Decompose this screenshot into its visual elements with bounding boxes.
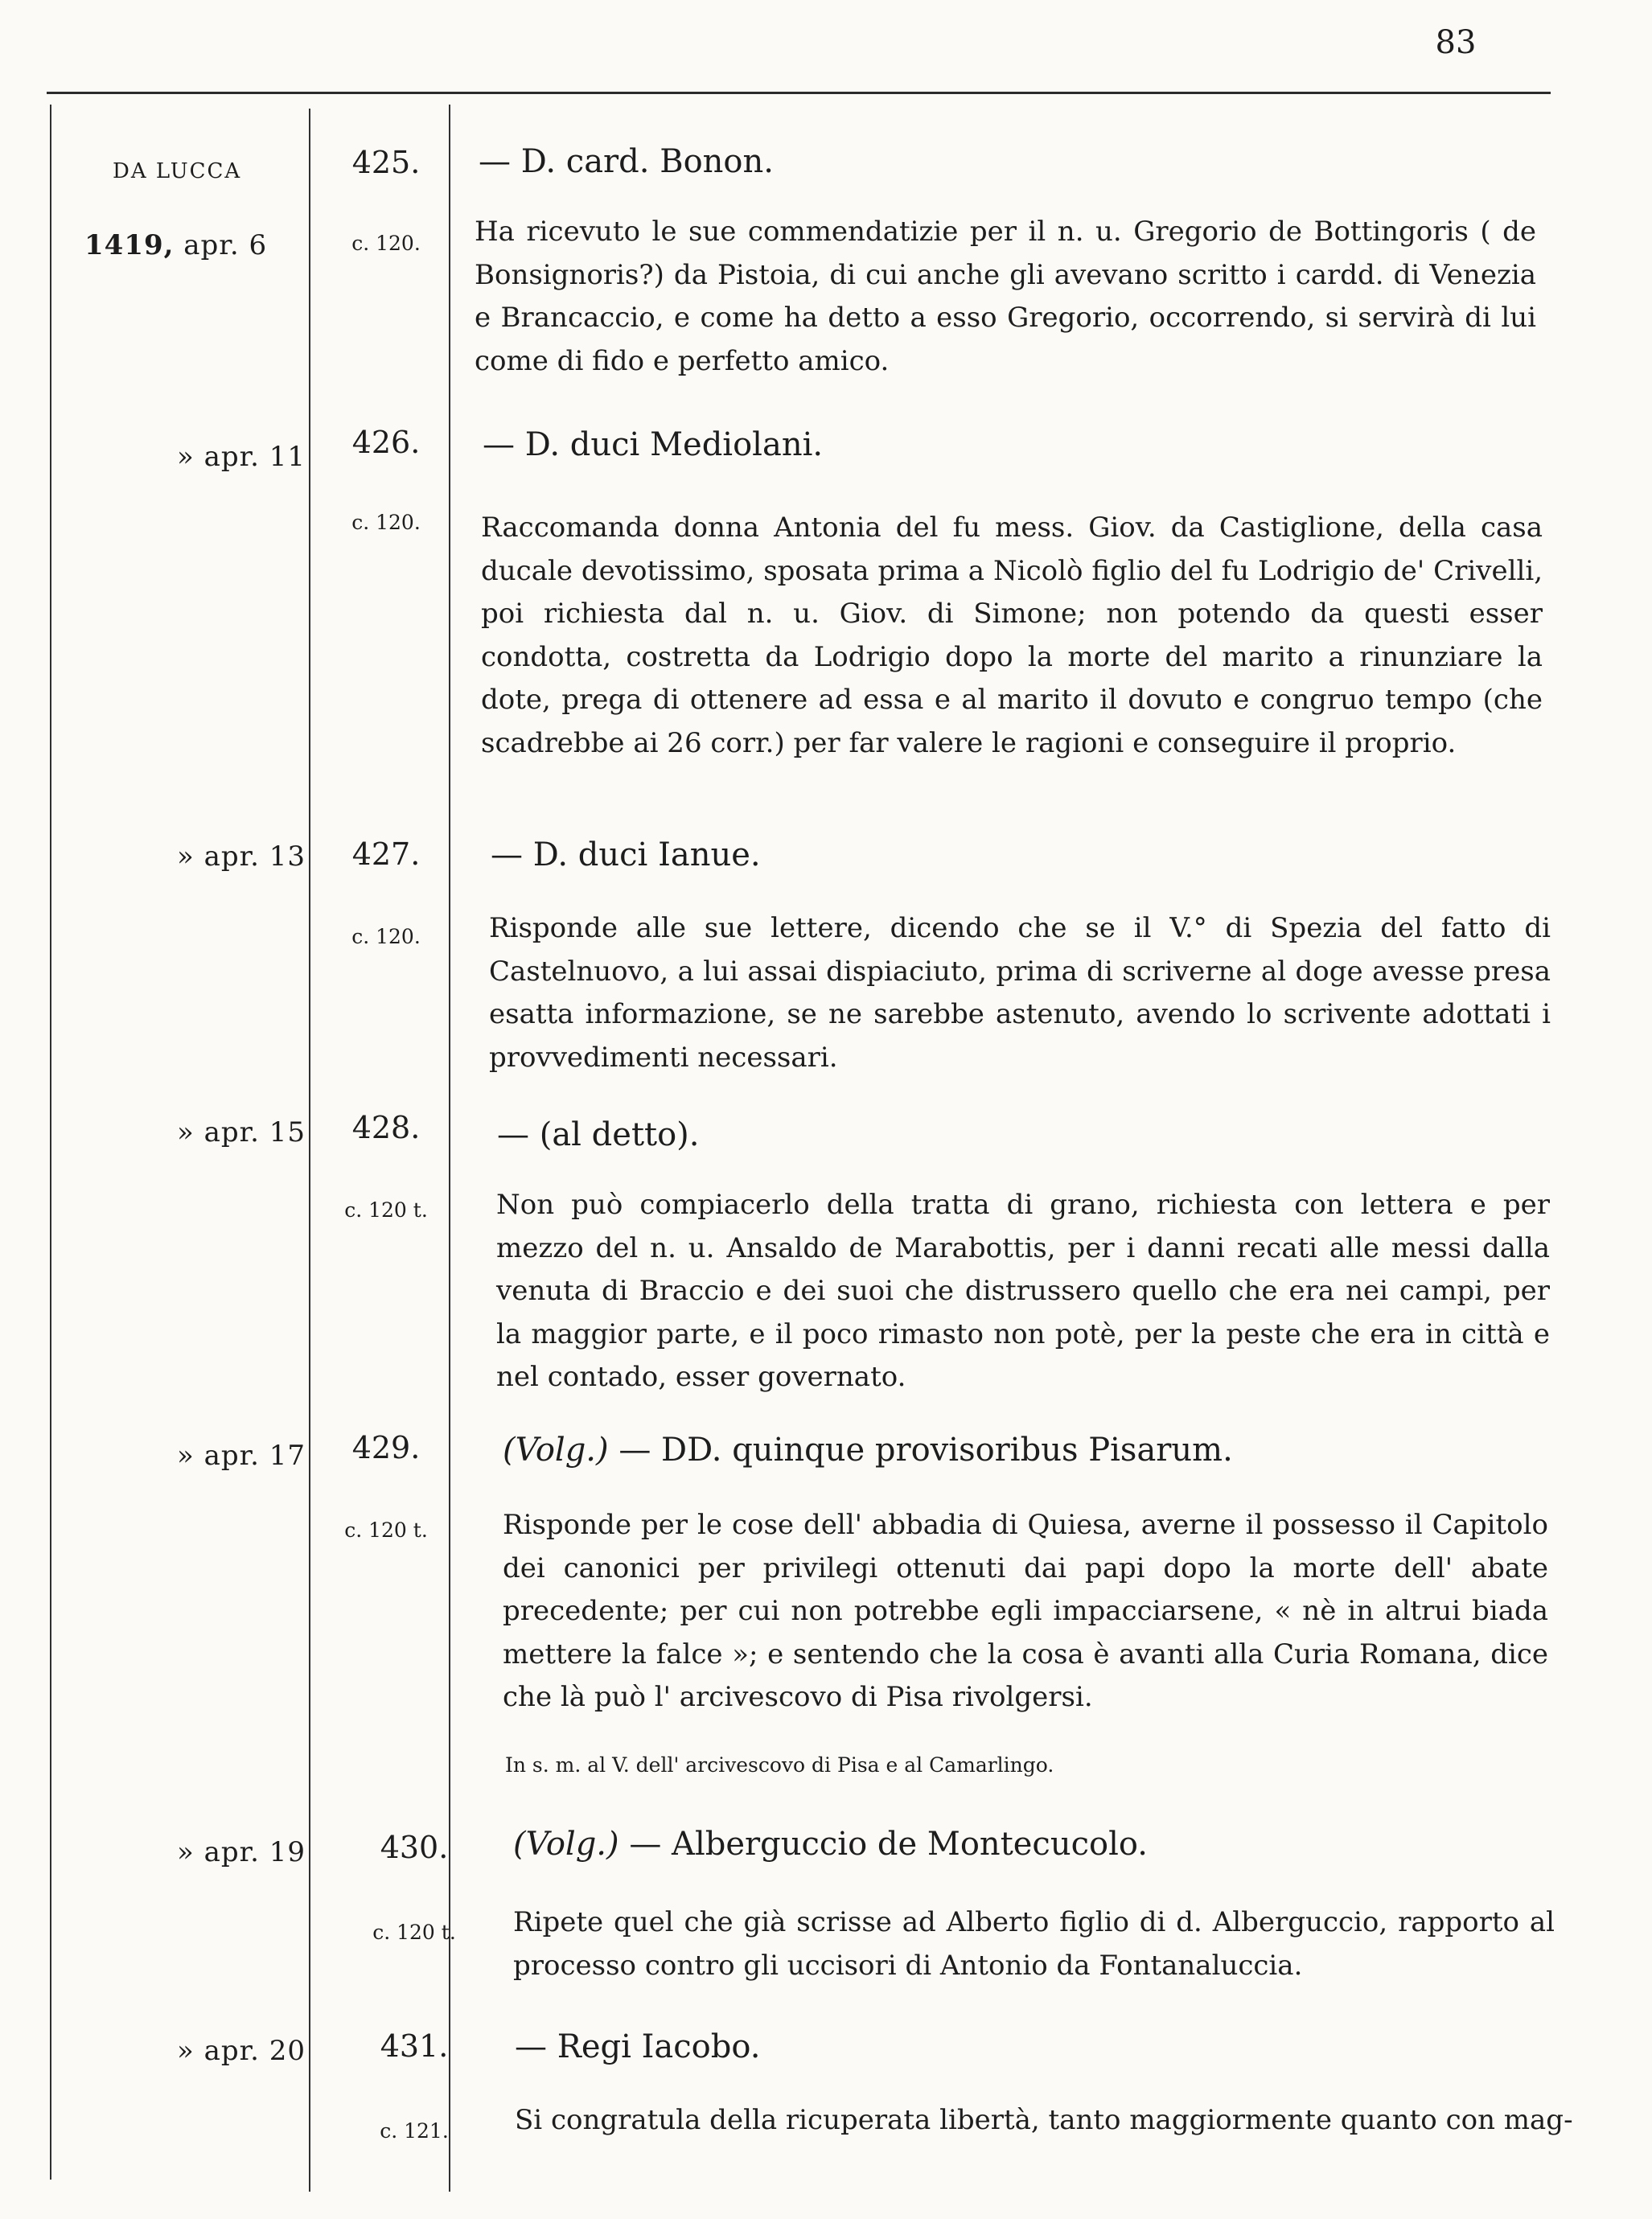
header-rule <box>47 92 1551 94</box>
entry-addressee: — D. duci Mediolani. <box>483 426 824 463</box>
entry-summary: Raccomanda donna Antonia del fu mess. Giov. da Castiglione, della casa ducale devotissimo, sposata prima a Nicolò figlio del fu Lodrigio de' Crivelli, poi richiesta dal n. u. Giov. di Simone; non potendo da questi esser condotta, costretta da Lodrigio dopo la morte del marito a rinunziare la dote, prega di ottenere ad essa e al marito il dovuto e congruo tempo (che scadrebbe ai 26 corr.) per far valere le ragioni e conseguire il proprio. <box>481 512 1543 759</box>
entry-folio: c. 120. <box>351 511 421 534</box>
entry-number: 431. <box>380 2028 449 2064</box>
entry-number: 425. <box>351 145 421 180</box>
entry-summary: Risponde alle sue lettere, dicendo che se il V.° di Spezia del fatto di Castelnuovo, a lui assai dispiaciuto, prima di scriverne al doge avesse presa esatta informazione, se ne sarebbe astenuto, avendo lo scrivente adottati i provvedimenti necessari. <box>489 912 1551 1074</box>
entry-folio: c. 120 t. <box>344 1518 428 1542</box>
entry-number: 426. <box>351 425 421 460</box>
entry-date: » apr. 20 <box>176 2035 306 2067</box>
entry-number: 429. <box>351 1430 421 1465</box>
entry-summary: Risponde per le cose dell' abbadia di Quiesa, averne il possesso il Capitolo dei canonici per privilegi ottenuti dai papi dopo la morte dell' abate precedente; per cui non potrebbe egli impacciarsene, « nè in altrui biada mettere la falce »; e sentendo che la cosa è avanti alla Curia Romana, dice che là può l' arcivescovo di Pisa rivolgersi. <box>503 1509 1548 1713</box>
entry-folio: c. 121. <box>380 2119 449 2143</box>
column-rule-number <box>449 105 450 2192</box>
entry-addressee: — D. card. Bonon. <box>479 143 774 180</box>
column-rule-left <box>50 105 51 2180</box>
entry-note: In s. m. al V. dell' arcivescovo di Pisa e al Camarlingo. <box>505 1753 1054 1777</box>
place-heading: DA LUCCA <box>113 159 242 183</box>
entry-summary: Si congratula della ricuperata libertà, tanto maggiormente quanto con mag- <box>515 2104 1573 2136</box>
entry-summary: Ripete quel che già scrisse ad Alberto figlio di d. Alberguccio, rapporto al processo contro gli uccisori di Antonio da Fontanaluccia. <box>513 1906 1555 1982</box>
entry-addressee: — Regi Iacobo. <box>515 2028 761 2065</box>
entry-number: 430. <box>380 1830 449 1865</box>
entry-addressee: — D. duci Ianue. <box>491 836 761 873</box>
entry-folio: c. 120 t. <box>372 1921 456 1944</box>
column-rule-date <box>309 109 310 2192</box>
entry-date: » apr. 19 <box>176 1836 306 1868</box>
entry-date: » apr. 11 <box>176 441 306 473</box>
page-number: 83 <box>1435 24 1477 61</box>
entry-date: 1419, apr. 6 <box>84 229 268 261</box>
entry-addressee: (Volg.) — Alberguccio de Montecucolo. <box>513 1826 1148 1863</box>
entry-date: » apr. 13 <box>176 840 306 873</box>
entry-folio: c. 120 t. <box>344 1198 428 1222</box>
entry-addressee: (Volg.) — DD. quinque provisoribus Pisarum. <box>503 1432 1233 1469</box>
entry-number: 427. <box>351 836 421 872</box>
entry-addressee: — (al detto). <box>497 1116 700 1153</box>
entry-summary: Non può compiacerlo della tratta di grano, richiesta con lettera e per mezzo del n. u. Ansaldo de Marabottis, per i danni recati alle messi dalla venuta di Braccio e dei suoi che distrussero quello che era nei campi, per la maggior parte, e il poco rimasto non potè, per la peste che era in città e nel contado, esser governato. <box>496 1189 1550 1393</box>
entry-folio: c. 120. <box>351 925 421 948</box>
entry-date: » apr. 17 <box>176 1440 306 1472</box>
entry-number: 428. <box>351 1110 421 1145</box>
entry-summary: Ha ricevuto le sue commendatizie per il n. u. Gregorio de Bottingoris ( de Bonsignoris?) da Pistoia, di cui anche gli avevano scritto i cardd. di Venezia e Brancaccio, e come ha detto a esso Gregorio, occorrendo, si servirà di lui come di fido e perfetto amico. <box>475 216 1536 377</box>
entry-date: » apr. 15 <box>176 1116 306 1149</box>
entry-folio: c. 120. <box>351 232 421 255</box>
